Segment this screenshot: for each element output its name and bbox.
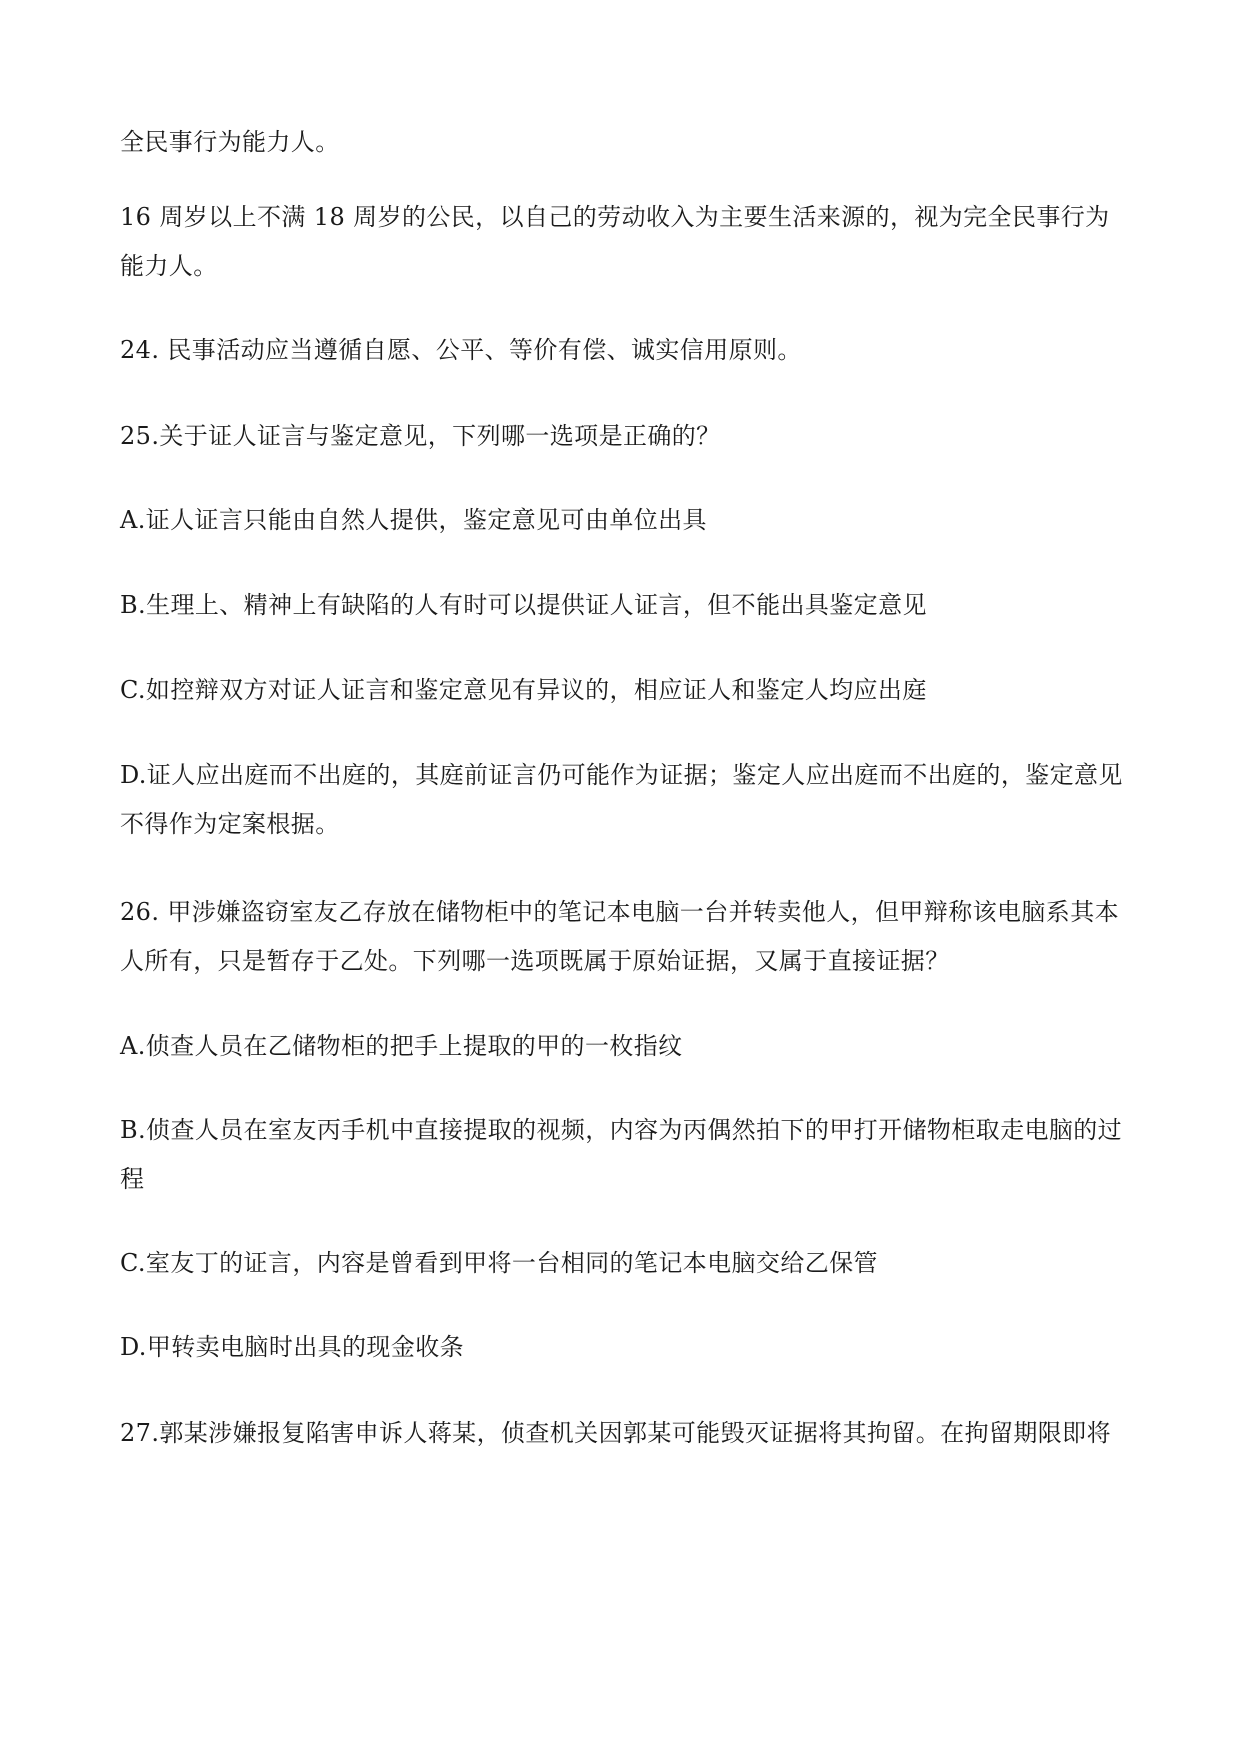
question-26-option-a: A.侦查人员在乙储物柜的把手上提取的甲的一枚指纹 (120, 1032, 683, 1060)
paragraph-continuation: 全民事行为能力人。 (120, 128, 340, 156)
question-26-option-b: B.侦查人员在室友丙手机中直接提取的视频，内容为丙偶然拍下的甲打开储物柜取走电脑的过程 (120, 1116, 1123, 1193)
question-25-option-a: A.证人证言只能由自然人提供，鉴定意见可由单位出具 (120, 506, 707, 534)
question-27-stem: 27.郭某涉嫌报复陷害申诉人蒋某，侦查机关因郭某可能毁灭证据将其拘留。在拘留期限即将 (120, 1419, 1111, 1447)
question-25-option-b: B.生理上、精神上有缺陷的人有时可以提供证人证言，但不能出具鉴定意见 (120, 591, 927, 619)
question-25-option-d: D.证人应出庭而不出庭的，其庭前证言仍可能作为证据；鉴定人应出庭而不出庭的，鉴定意见不得作为定案根据。 (120, 761, 1123, 838)
question-25-stem: 25.关于证人证言与鉴定意见，下列哪一选项是正确的？ (120, 422, 721, 450)
question-26-option-c: C.室友丁的证言，内容是曾看到甲将一台相同的笔记本电脑交给乙保管 (120, 1249, 878, 1277)
paragraph-item-24: 24. 民事活动应当遵循自愿、公平、等价有偿、诚实信用原则。 (120, 336, 802, 364)
question-26-option-d: D.甲转卖电脑时出具的现金收条 (120, 1333, 465, 1361)
question-25-option-c: C.如控辩双方对证人证言和鉴定意见有异议的，相应证人和鉴定人均应出庭 (120, 676, 927, 704)
question-26-stem: 26. 甲涉嫌盗窃室友乙存放在储物柜中的笔记本电脑一台并转卖他人，但甲辩称该电脑系其本人所有，只是暂存于乙处。下列哪一选项既属于原始证据，又属于直接证据？ (120, 898, 1119, 975)
paragraph-age-16-18: 16 周岁以上不满 18 周岁的公民，以自己的劳动收入为主要生活来源的，视为完全民事行为能力人。 (120, 203, 1110, 280)
